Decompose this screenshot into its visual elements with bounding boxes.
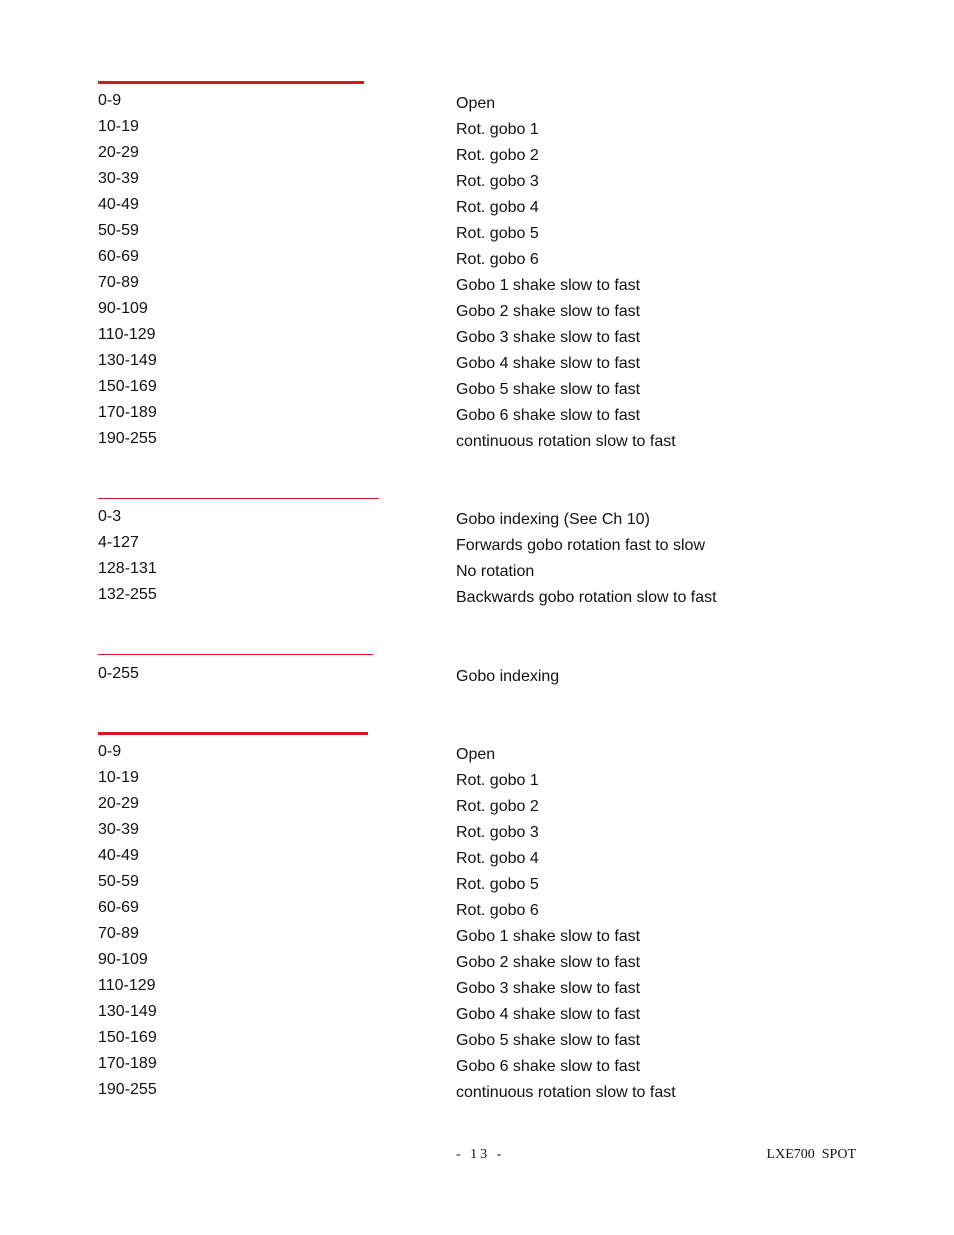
dmx-value-range: 10-19: [98, 118, 139, 135]
function-description: Rot. gobo 2: [456, 147, 539, 164]
function-description: Rot. gobo 5: [456, 876, 539, 893]
function-description: Gobo 3 shake slow to fast: [456, 329, 641, 346]
table-row: [0, 247, 954, 273]
function-description: Rot. gobo 4: [456, 850, 539, 867]
table-row: [0, 195, 954, 221]
table-row: [0, 533, 954, 559]
function-description: Gobo 4 shake slow to fast: [456, 355, 641, 372]
dmx-value-range: 4-127: [98, 534, 139, 551]
dmx-value-range: 60-69: [98, 248, 139, 265]
table-row: [0, 273, 954, 299]
function-description: Rot. gobo 6: [456, 251, 539, 268]
table-row: [0, 91, 954, 117]
table-row: [0, 299, 954, 325]
function-description: Open: [456, 746, 496, 763]
dmx-value-range: 128-131: [98, 560, 157, 577]
function-description: Gobo 5 shake slow to fast: [456, 381, 641, 398]
function-description: Rot. gobo 1: [456, 121, 539, 138]
function-description: Rot. gobo 3: [456, 824, 539, 841]
dmx-value-range: 150-169: [98, 1029, 157, 1046]
dmx-value-range: 70-89: [98, 274, 139, 291]
value-table: [0, 742, 954, 1106]
table-row: [0, 325, 954, 351]
function-description: continuous rotation slow to fast: [456, 433, 676, 450]
value-table: [0, 507, 954, 611]
function-description: Gobo 6 shake slow to fast: [456, 407, 641, 424]
function-description: Rot. gobo 6: [456, 902, 539, 919]
dmx-value-range: 170-189: [98, 404, 157, 421]
function-description: Gobo 4 shake slow to fast: [456, 1006, 641, 1023]
dmx-value-range: 130-149: [98, 1003, 157, 1020]
table-row: [0, 664, 954, 690]
dmx-value-range: 130-149: [98, 352, 157, 369]
table-row: [0, 872, 954, 898]
table-row: [0, 1080, 954, 1106]
table-row: [0, 377, 954, 403]
dmx-value-range: 190-255: [98, 430, 157, 447]
table-row: [0, 976, 954, 1002]
function-description: Open: [456, 95, 496, 112]
table-row: [0, 507, 954, 533]
function-description: Rot. gobo 4: [456, 199, 539, 216]
function-description: Gobo 1 shake slow to fast: [456, 928, 641, 945]
dmx-value-range: 50-59: [98, 873, 139, 890]
dmx-value-range: 50-59: [98, 222, 139, 239]
dmx-value-range: 20-29: [98, 144, 139, 161]
function-description: Rot. gobo 5: [456, 225, 539, 242]
dmx-value-range: 20-29: [98, 795, 139, 812]
dmx-value-range: 0-9: [98, 92, 122, 109]
dmx-value-range: 70-89: [98, 925, 139, 942]
function-description: Gobo indexing (See Ch 10): [456, 511, 650, 528]
dmx-value-range: 90-109: [98, 300, 148, 317]
function-description: Gobo 5 shake slow to fast: [456, 1032, 641, 1049]
function-description: Gobo 2 shake slow to fast: [456, 303, 641, 320]
function-description: Gobo indexing: [456, 668, 560, 685]
dmx-value-range: 110-129: [98, 977, 156, 994]
dmx-value-range: 0-3: [98, 508, 122, 525]
dmx-value-range: 0-9: [98, 743, 122, 760]
function-description: continuous rotation slow to fast: [456, 1084, 676, 1101]
function-description: Rot. gobo 1: [456, 772, 539, 789]
dmx-value-range: 30-39: [98, 170, 139, 187]
table-row: [0, 351, 954, 377]
dmx-value-range: 190-255: [98, 1081, 157, 1098]
function-description: Backwards gobo rotation slow to fast: [456, 589, 717, 606]
table-row: [0, 846, 954, 872]
dmx-value-range: 90-109: [98, 951, 148, 968]
table-row: [0, 742, 954, 768]
dmx-value-range: 40-49: [98, 196, 139, 213]
dmx-value-range: 30-39: [98, 821, 139, 838]
function-description: Forwards gobo rotation fast to slow: [456, 537, 706, 554]
function-description: Gobo 2 shake slow to fast: [456, 954, 641, 971]
section-divider-rule: [98, 498, 379, 499]
function-description: Gobo 3 shake slow to fast: [456, 980, 641, 997]
section-divider-rule: [98, 654, 373, 655]
table-row: [0, 1028, 954, 1054]
product-model: LXE700 SPOT: [766, 1147, 856, 1162]
page-number: - 13 -: [456, 1147, 505, 1162]
function-description: Rot. gobo 3: [456, 173, 539, 190]
dmx-value-range: 10-19: [98, 769, 139, 786]
table-row: [0, 559, 954, 585]
dmx-value-range: 60-69: [98, 899, 139, 916]
table-row: [0, 794, 954, 820]
table-row: [0, 117, 954, 143]
table-row: [0, 429, 954, 455]
table-row: [0, 768, 954, 794]
table-row: [0, 820, 954, 846]
value-table: [0, 664, 954, 690]
table-row: [0, 898, 954, 924]
section-divider-rule: [98, 732, 368, 735]
table-row: [0, 1054, 954, 1080]
dmx-value-range: 132-255: [98, 586, 157, 603]
function-description: Gobo 1 shake slow to fast: [456, 277, 641, 294]
function-description: Gobo 6 shake slow to fast: [456, 1058, 641, 1075]
table-row: [0, 950, 954, 976]
table-row: [0, 924, 954, 950]
dmx-value-range: 150-169: [98, 378, 157, 395]
section-divider-rule: [98, 81, 364, 84]
dmx-value-range: 110-129: [98, 326, 156, 343]
dmx-value-range: 40-49: [98, 847, 139, 864]
function-description: Rot. gobo 2: [456, 798, 539, 815]
function-description: No rotation: [456, 563, 535, 580]
table-row: [0, 403, 954, 429]
dmx-value-range: 0-255: [98, 665, 139, 682]
table-row: [0, 1002, 954, 1028]
table-row: [0, 221, 954, 247]
dmx-value-range: 170-189: [98, 1055, 157, 1072]
table-row: [0, 585, 954, 611]
value-table: [0, 91, 954, 455]
table-row: [0, 169, 954, 195]
table-row: [0, 143, 954, 169]
